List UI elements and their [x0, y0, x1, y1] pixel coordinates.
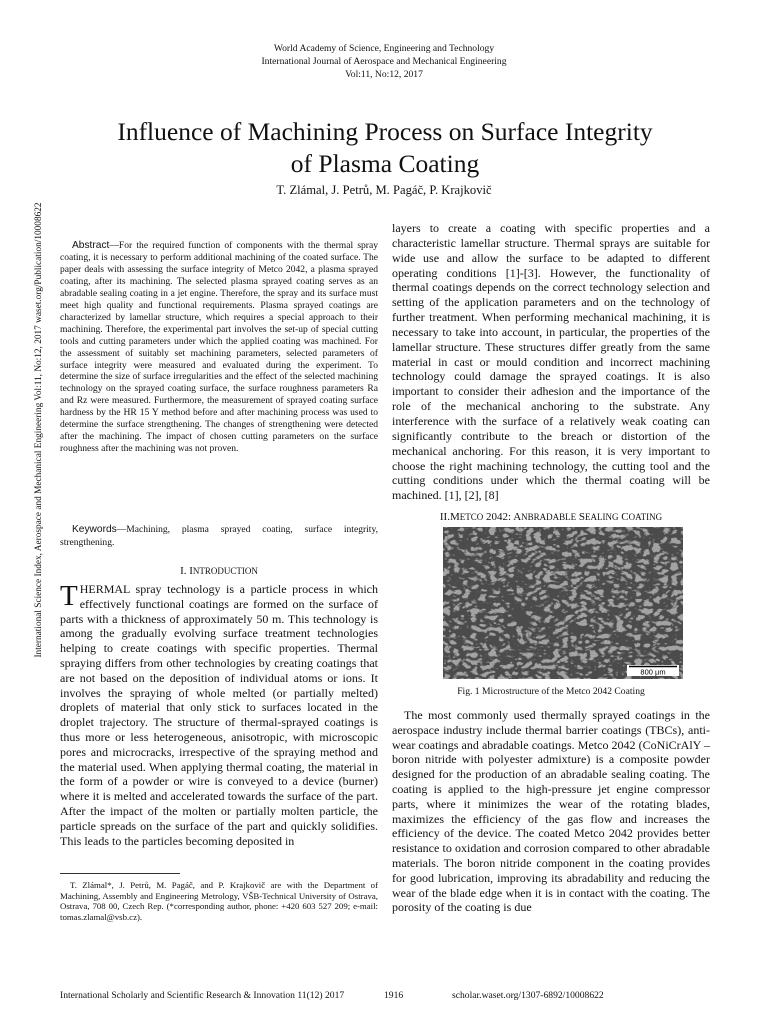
abstract	[60, 240, 378, 455]
author-list: T. Zlámal, J. Petrů, M. Pagáč, P. Krajkovič	[276, 183, 492, 197]
section1-numeral: I.	[180, 565, 187, 577]
title-line-1: Influence of Machining Process on Surface Integrity	[117, 117, 653, 146]
figure-caption: Fig. 1 Microstructure of the Metco 2042 Coating	[457, 686, 645, 697]
section1-rest: NTRODUCTION	[192, 566, 258, 576]
keywords	[60, 524, 378, 549]
microstructure-figure	[443, 527, 683, 679]
section2-bradable: BRADABLE	[527, 512, 577, 522]
section2-numeral: II.	[439, 511, 450, 523]
right-column-paragraph-2: The most commonly used thermally sprayed coatings in the aerospace industry include thermal barrier coatings (TBCs), anti-wear coatings and abradable coatings. Metco 2042 (CoNiCrAlY – boron nitride with polyester admixture) is a composite powder designed for the production of an abradable sealing coating. The coating is applied to the high-pressure jet engine compressor parts, where it minimizes the wear of the rotating blades, maximizes the efficiency of the gas flow and increases the efficiency of the device. The coated Metco 2042 provides better resistance to oxidation and corrosion compared to other abradable materials. The boron nitride component in the coating provides for good lubrication, improving its abradability and reducing the wear of the blade edge when it is in contact with the coating. The porosity of the coating is due	[392, 708, 710, 915]
section2-oating: OATING	[628, 512, 663, 522]
header-line-3: Vol:11, No:12, 2017	[345, 69, 423, 80]
side-index-text: International Science Index, Aerospace and Mechanical Engineering Vol:11, No:12, 2017 waset.org/Publication/10008622	[34, 202, 44, 658]
section2-m: M	[449, 511, 460, 523]
keywords-label: Keywords	[72, 524, 117, 535]
section-heading-metco	[392, 511, 710, 523]
right-column-paragraph-1: layers to create a coating with specific properties and a characteristic lamellar structure. Thermal sprays are suitable for wide use and allow the surface to be adapted to different operating conditions [1]-[3]. However, the functionality of thermal coatings depends on the correct technology selection and setting of the application parameters and on the technology of further treatment. When performing mechanical machining, it is necessary to take into account, in particular, the properties of the lamellar structure. These structures differ greatly from the same material in cast or mould condition and incorrect machining technology could damage the sprayed coatings. It is also important to consider their adhesion and the importance of the role of the mechanical anchoring to the substrate. Any interference with the surface of a relatively weak coating can significantly contribute to the breach or distortion of the mechanical anchoring. For this reason, it is very important to choose the right machining technology, the cutting tool and the cutting conditions under which the thermal coating will be machined. [1], [2], [8]	[392, 221, 710, 503]
keywords-dash: —	[116, 524, 127, 535]
section2-a: A	[513, 511, 522, 523]
intro-lead: HERMAL	[79, 582, 130, 596]
header-line-1: World Academy of Science, Engineering and Technology	[273, 43, 495, 54]
abstract-label: Abstract	[72, 240, 110, 251]
journal-header	[0, 42, 768, 81]
scale-bar-label: 800 µm	[640, 667, 666, 677]
section2-rest: 2042:	[483, 511, 514, 523]
footnote-divider	[60, 873, 180, 874]
footer-left: International Scholarly and Scientific Research & Innovation 11(12) 2017	[60, 990, 345, 1001]
section1-first-letter: I	[189, 565, 193, 577]
author-footnote: T. Zlámal*, J. Petrů, M. Pagáč, and P. Krajkovič are with the Department of Machining, Assembly and Engineering Metrology, VŠB-Technical University of Ostrava, Ostrava, 708 00, Czech Rep. (*corresponding author, phone: +420 603 527 209; e-mail: tomas.zlamal@vsb.cz).	[60, 880, 378, 922]
microstructure-image	[443, 527, 683, 679]
section-heading-introduction	[60, 565, 378, 577]
section2-c: C	[621, 511, 629, 523]
abstract-text: For the required function of components with the thermal spray coating, it is necessary to perform additional machining of the coated surface. The paper deals with assessing the surface integrity of Metco 2042, a plasma sprayed coating, after its machining. The selected plasma sprayed coating serves as an abradable sealing coating in a jet engine. Therefore, the spray and its surface must meet high quality and functional requirements. Plasma sprayed coatings are characterized by lamellar structure, which requires a special approach to their machining. Therefore, the experimental part involves the set-up of special cutting tools and cutting parameters under which the applied coating was machined. For the assessment of suitably set machining parameters, selected parameters of surface integrity were measured and evaluated during the experiment. To determine the size of surface irregularities and the effect of the selected machining technology on the sprayed coating surface, the surface roughness parameters Ra and Rz were measured. Furthermore, the measurement of sprayed coating surface hardness by the HR 15 Y method before and after machining process was used to determine the surface strengthening. The changes of strengthening were detected after the machining. The impact of chosen cutting parameters on the surface roughness after the machining was not proven.	[60, 240, 378, 455]
paper-title	[40, 116, 730, 180]
section2-ealing: EALING	[585, 512, 619, 522]
drop-cap: T	[60, 580, 78, 612]
page-number: 1916	[384, 990, 404, 1001]
section2-s: S	[578, 511, 586, 523]
section2-n: N	[521, 512, 528, 522]
header-line-2: International Journal of Aerospace and Mechanical Engineering	[261, 56, 507, 67]
section2-etco: ETCO	[459, 512, 484, 522]
title-line-2: of Plasma Coating	[290, 149, 480, 178]
introduction-text	[60, 582, 378, 848]
keywords-text: Machining, plasma sprayed coating, surface integrity, strengthening.	[60, 524, 378, 548]
footer-right: scholar.waset.org/1307-6892/10008622	[452, 990, 604, 1001]
intro-body: spray technology is a particle process in which effectively functional coatings are formed on the surface of parts with a thickness of approximately 50 m. This technology is among the gradually evolving surface treatment technologies helping to create coatings with specific properties. Thermal spraying differs from other technologies by creating coatings that are not based on the deposition of individual atoms or ions. It involves the spraying of whole melted (or partially melted) droplets of material that only stick to surfaces located in the droplet trajectory. The structure of thermal-sprayed coatings is thus more or less heterogeneous, anisotropic, with microscopic pores and microcracks, irrespective of the spraying method and the material used. When applying thermal coating, the material in the form of a powder or wire is conveyed to a device (burner) where it is melted and accelerated towards the surface of the part. After the impact of the molten or partially molten particle, the particle spreads on the surface of the part and quickly solidifies. This leads to the particles becoming deposited in	[60, 582, 378, 848]
abstract-dash: —	[109, 240, 119, 251]
